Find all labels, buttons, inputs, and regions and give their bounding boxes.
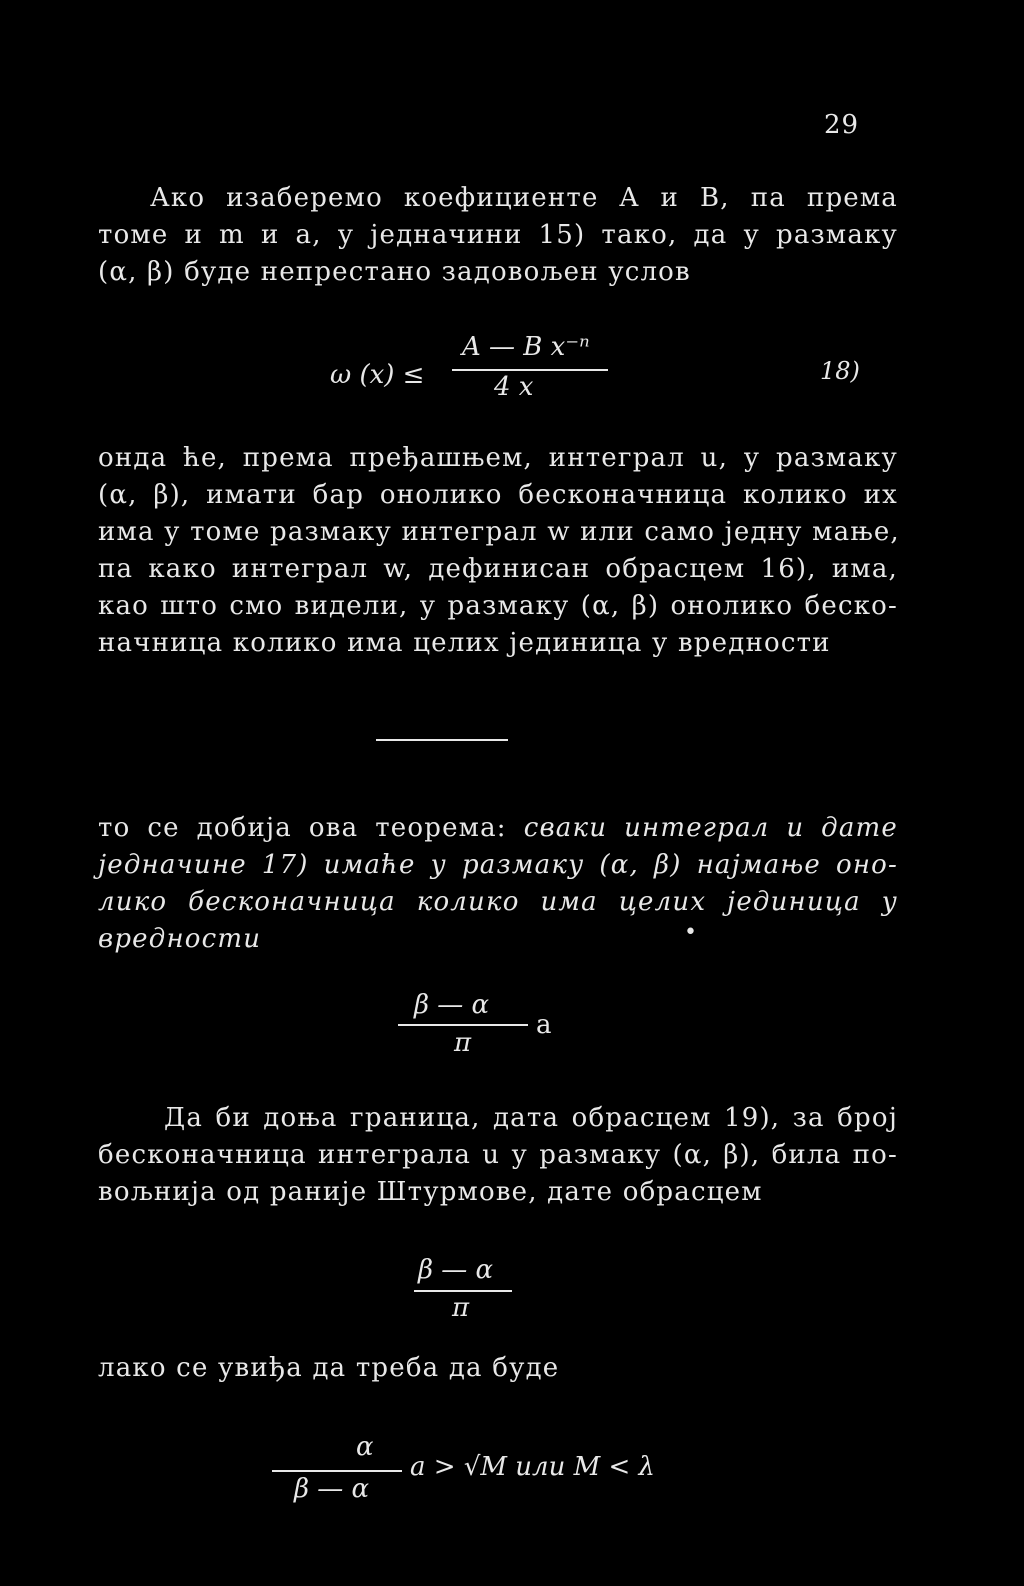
theorem-lead: то се добија ова теорема: [98, 813, 507, 843]
sturm-fraction-bar [414, 1290, 512, 1292]
sturm-denominator: π [452, 1293, 470, 1323]
eq19-numerator: β — α [414, 990, 490, 1020]
text-line: (α, β), имати бар онолико бесконачница колико их [98, 480, 898, 510]
eq18-fraction-bar [452, 369, 608, 371]
text-line: лико бесконачница колико има целих јединица у [98, 887, 898, 917]
sturm-numerator: β — α [418, 1255, 494, 1285]
text-line: вредности [98, 924, 262, 954]
text-line: Ако изаберемо коефициенте A и B, па према [150, 183, 898, 213]
final-numerator: α [356, 1432, 374, 1462]
text-line: (α, β) буде непрестано задовољен услов [98, 257, 691, 287]
stray-dot: • [684, 920, 697, 945]
text-line: вољнија од раније Штурмове, дате обрасцем [98, 1177, 763, 1207]
text-line [98, 810, 898, 847]
text-line: лако се увиђа да треба да буде [98, 1353, 560, 1383]
eq18-denominator: 4 x [494, 372, 534, 402]
text-line: томе и m и a, у једначини 15) тако, да у размаку [98, 220, 898, 250]
text-line: бесконачница интеграла u у размаку (α, β), била по- [98, 1140, 898, 1170]
text-line: онда ће, према пређашњем, интеграл u, у размаку [98, 443, 898, 473]
text-line: начница колико има целих јединица у вредности [98, 628, 831, 658]
paragraph-conclusion [98, 440, 898, 662]
paragraph-intro [98, 180, 898, 291]
paragraph-theorem [98, 810, 898, 958]
final-fraction-bar [272, 1470, 402, 1472]
eq19-fraction-bar [398, 1024, 528, 1026]
eq19-denominator: π [454, 1028, 472, 1058]
text-line: па како интеграл w, дефинисан обрасцем 16), има, [98, 554, 898, 584]
eq18-numerator: A — B x⁻ⁿ [462, 332, 590, 362]
eq19-suffix: a [536, 1010, 552, 1040]
paragraph-comparison [98, 1100, 898, 1211]
text-line: има у томе размаку интеграл w или само једну мање, [98, 517, 900, 547]
eq18-number: 18) [820, 357, 860, 385]
theorem-text: сваки интеграл u дате [523, 813, 899, 843]
paragraph-condition [98, 1350, 898, 1387]
text-line: једначине 17) имаће у размаку (α, β) најмање оно- [98, 850, 898, 880]
text-line: Да би доња граница, дата обрасцем 19), за број [164, 1103, 898, 1133]
final-denominator: β — α [294, 1474, 370, 1504]
page-number: 29 [824, 110, 860, 140]
eq18-lhs: ω (x) ≤ [330, 360, 425, 390]
text-line: као што смо видели, у размаку (α, β) онолико беско- [98, 591, 898, 621]
final-rest: a > √M или M < λ [410, 1452, 655, 1482]
separator-rule [376, 739, 508, 741]
